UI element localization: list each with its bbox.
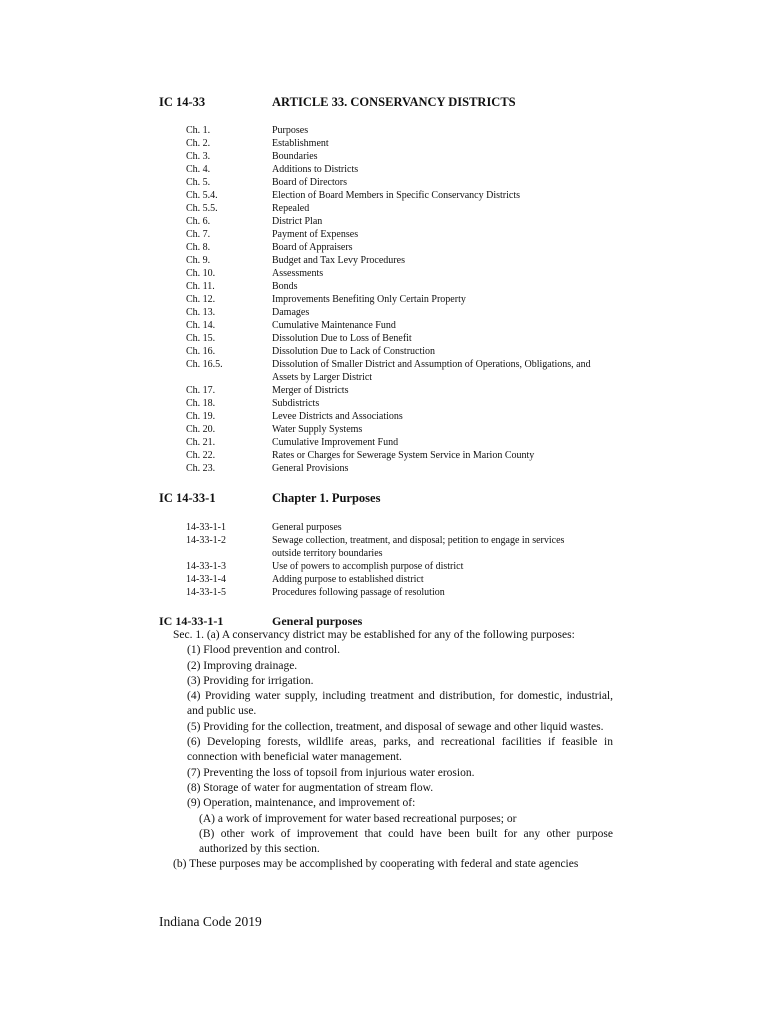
list-item: (5) Providing for the collection, treatment, and disposal of sewage and other liquid wastes. bbox=[187, 720, 604, 733]
article-code: IC 14-33 bbox=[159, 95, 206, 109]
page-footer: Indiana Code 2019 bbox=[159, 914, 262, 929]
section-intro: Sec. 1. (a) A conservancy district may be established for any of the following purposes: bbox=[173, 629, 575, 641]
list-item: (4) Providing water supply, including treatment and distribution, for domestic, industrial, and public use. bbox=[187, 690, 613, 718]
list-item: (1) Flood prevention and control. bbox=[187, 644, 340, 657]
chapter-code: IC 14-33-1 bbox=[159, 491, 216, 505]
list-item: (9) Operation, maintenance, and improvement of: bbox=[187, 797, 416, 810]
document-page: IC 14-33 ARTICLE 33. CONSERVANCY DISTRICTS Ch. 1. Purposes Ch. 2. Establishment Ch. 3. Boundaries Ch. 4. Additions to Districts Ch. 5. Board of Directors Ch. 5.4. Election of Board Members in Specific Conservancy Districts Ch. 5.5. Repealed Ch. 6. District Plan Ch. 7. Payment of Expenses Ch. 8. Board of Appraisers Ch. 9. Budget and Tax Levy Procedures Ch. 10. Assessments Ch. 11. Bonds Ch. 12. Improvements Benefiting Only Certain Property Ch. 13. Damages Ch. 14. Cumulative Maintenance Fund Ch. 15. Dissolution Due to Loss of Benefit Ch. 16. Dissolution Due to Lack of Construction Ch. 16.5. Dissolution of Smaller District and Assumption of Operations, Obligations, and Assets by Larger District Ch. 17. Merger of Districts Ch. 18. Subdistricts Ch. 19. Levee Districts and Associations Ch. 20. Water Supply Systems Ch. 21. Cumulative Improvement Fund Ch. 22. Rates or Charges for Sewerage System Service in Marion County Ch. 23. General Provisions IC 14-33-1 Chapter 1. Purposes 14-33-1-1 General purposes 14-33-1-2 Sewage collection, treatment, and disposal; petition to engage in services outside territory boundaries 14-33-1-3 Use of powers to accomplish purpose of district 14-33-1-4 Adding purpose to established district 14-33-1-5 Procedures following passage of resolution IC 14-33-1-1 General purposes Sec. 1. (a) A conservancy district may be established for any of the following purposes: (1) Flood prevention and control. (2) Improving drainage. (3) Providing for irrigation. (4) Providing water supply, including treatment and distribution, for domestic, industrial, and public use. (5) Providing for the collection, treatment, and disposal of sewage and other liquid wastes. (6) Developing forests, wildlife areas, parks, and recreational facilities if feasible in connection with beneficial water management. (7) Preventing the loss of topsoil from injurious water erosion. (8) Storage of water for augmentation of stream flow. (9) Operation, maintenance, and improvement of: (A) a work of improvement for water based recreational purposes; or (B) other work of improvement that could have been built for any other purpose authorized by this section. (b) These purposes may be accomplished by cooperating with federal and state agencies Indiana Code 2019 bbox=[159, 95, 613, 929]
article-title: ARTICLE 33. CONSERVANCY DISTRICTS bbox=[272, 95, 516, 109]
list-item: (2) Improving drainage. bbox=[187, 659, 298, 672]
list-item: (B) other work of improvement that could have been built for any other purpose authorized by this section. bbox=[199, 827, 613, 856]
section-title: General purposes bbox=[272, 614, 363, 628]
list-item: (8) Storage of water for augmentation of stream flow. bbox=[187, 781, 434, 794]
chapter-title: Chapter 1. Purposes bbox=[272, 491, 381, 505]
section-body bbox=[159, 628, 613, 873]
list-item: (3) Providing for irrigation. bbox=[187, 674, 314, 687]
list-item: (7) Preventing the loss of topsoil from injurious water erosion. bbox=[187, 766, 475, 779]
section-closing: (b) These purposes may be accomplished by cooperating with federal and state agencies bbox=[173, 858, 579, 871]
list-item: (6) Developing forests, wildlife areas, parks, and recreational facilities if feasible in connection with beneficial water management. bbox=[187, 736, 613, 764]
list-item: (A) a work of improvement for water based recreational purposes; or bbox=[199, 812, 517, 825]
section-code: IC 14-33-1-1 bbox=[159, 614, 224, 628]
